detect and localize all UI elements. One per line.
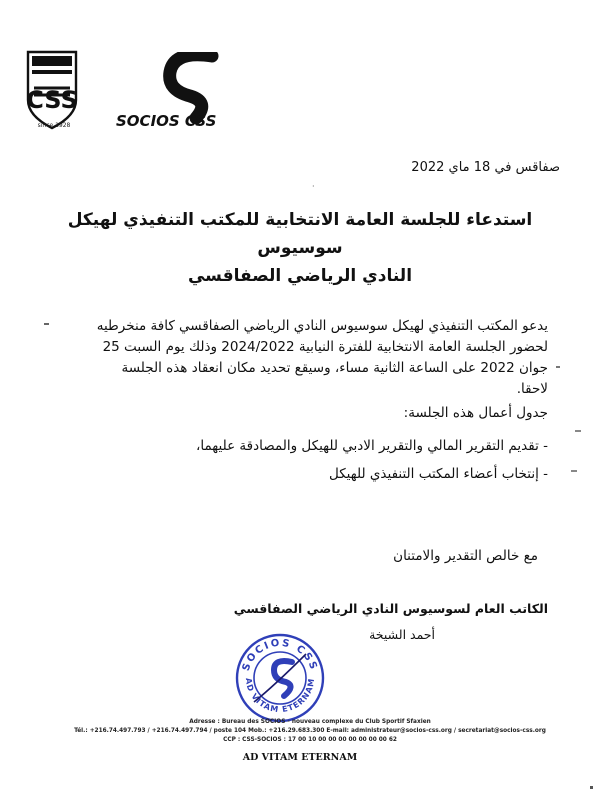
footer-motto: AD VITAM ETERNAM bbox=[242, 752, 358, 763]
stamp-top-text: SOCIOS CSS bbox=[240, 637, 320, 673]
scan-mark: · bbox=[312, 182, 315, 191]
document-title bbox=[40, 206, 560, 290]
footer-address: Adresse : Bureau des SOCIOS - nouveau complexe du Club Sportif Sfaxien bbox=[189, 719, 431, 725]
agenda-list bbox=[196, 432, 548, 488]
footer-phones-email: Tél.: +216.74.497.793 / +216.74.497.794 / poste 104 Mob.: +216.29.683.300 E-mail: administrateur@socios-css.org / secretariat@socios-css.org bbox=[74, 728, 546, 734]
date-line: صفاقس في 18 ماي 2022 bbox=[411, 160, 560, 175]
scan-speck bbox=[571, 470, 577, 472]
closing-line: مع خالص التقدير والامتنان bbox=[393, 548, 538, 564]
scan-speck bbox=[590, 786, 593, 789]
title-line-1: استدعاء للجلسة العامة الانتخابية للمكتب التنفيذي لهيكل سوسيوس bbox=[67, 210, 533, 258]
body-paragraph: يدعو المكتب التنفيذي لهيكل سوسيوس النادي الرياضي الصفاقسي كافة منخرطيه لحضور الجلسة العامة الانتخابية للفترة النيابية 2024/2022 وذلك يوم السبت 25 جوان 2022 على الساعة الثانية مساء، وسيقع تحديد مكان انعقاد هذه الجلسة لاحقا. bbox=[96, 318, 548, 397]
footer-ccp: CCP : CSS-SOCIOS : 17 00 10 00 00 00 00 00 00 00 62 bbox=[223, 737, 397, 743]
socios-logo bbox=[112, 52, 230, 132]
agenda-heading: جدول أعمال هذه الجلسة: bbox=[403, 405, 548, 421]
socios-logo-text: SOCIOS CSS bbox=[116, 112, 217, 130]
agenda-item: - إنتخاب أعضاء المكتب التنفيذي للهيكل bbox=[329, 466, 548, 482]
official-stamp bbox=[234, 632, 326, 724]
css-logo-caption: since 1928 bbox=[37, 122, 71, 129]
scan-speck bbox=[44, 323, 49, 325]
footer-contact bbox=[60, 718, 560, 745]
signatory-name: أحمد الشيخة bbox=[369, 627, 435, 642]
svg-text:SOCIOS CSS bbox=[241, 638, 319, 673]
title-line-2: النادي الرياضي الصفاقسي bbox=[187, 266, 413, 286]
scan-speck bbox=[575, 430, 581, 432]
signatory-role: الكاتب العام لسوسيوس النادي الرياضي الصفاقسي bbox=[233, 601, 548, 616]
scan-speck bbox=[556, 366, 560, 368]
agenda-item: - تقديم التقرير المالي والتقرير الادبي للهيكل والمصادقة عليهما، bbox=[196, 438, 548, 454]
stamp-bottom-text: AD VITAM ETERNAM bbox=[243, 677, 317, 715]
svg-text:CSS: CSS bbox=[26, 86, 78, 114]
